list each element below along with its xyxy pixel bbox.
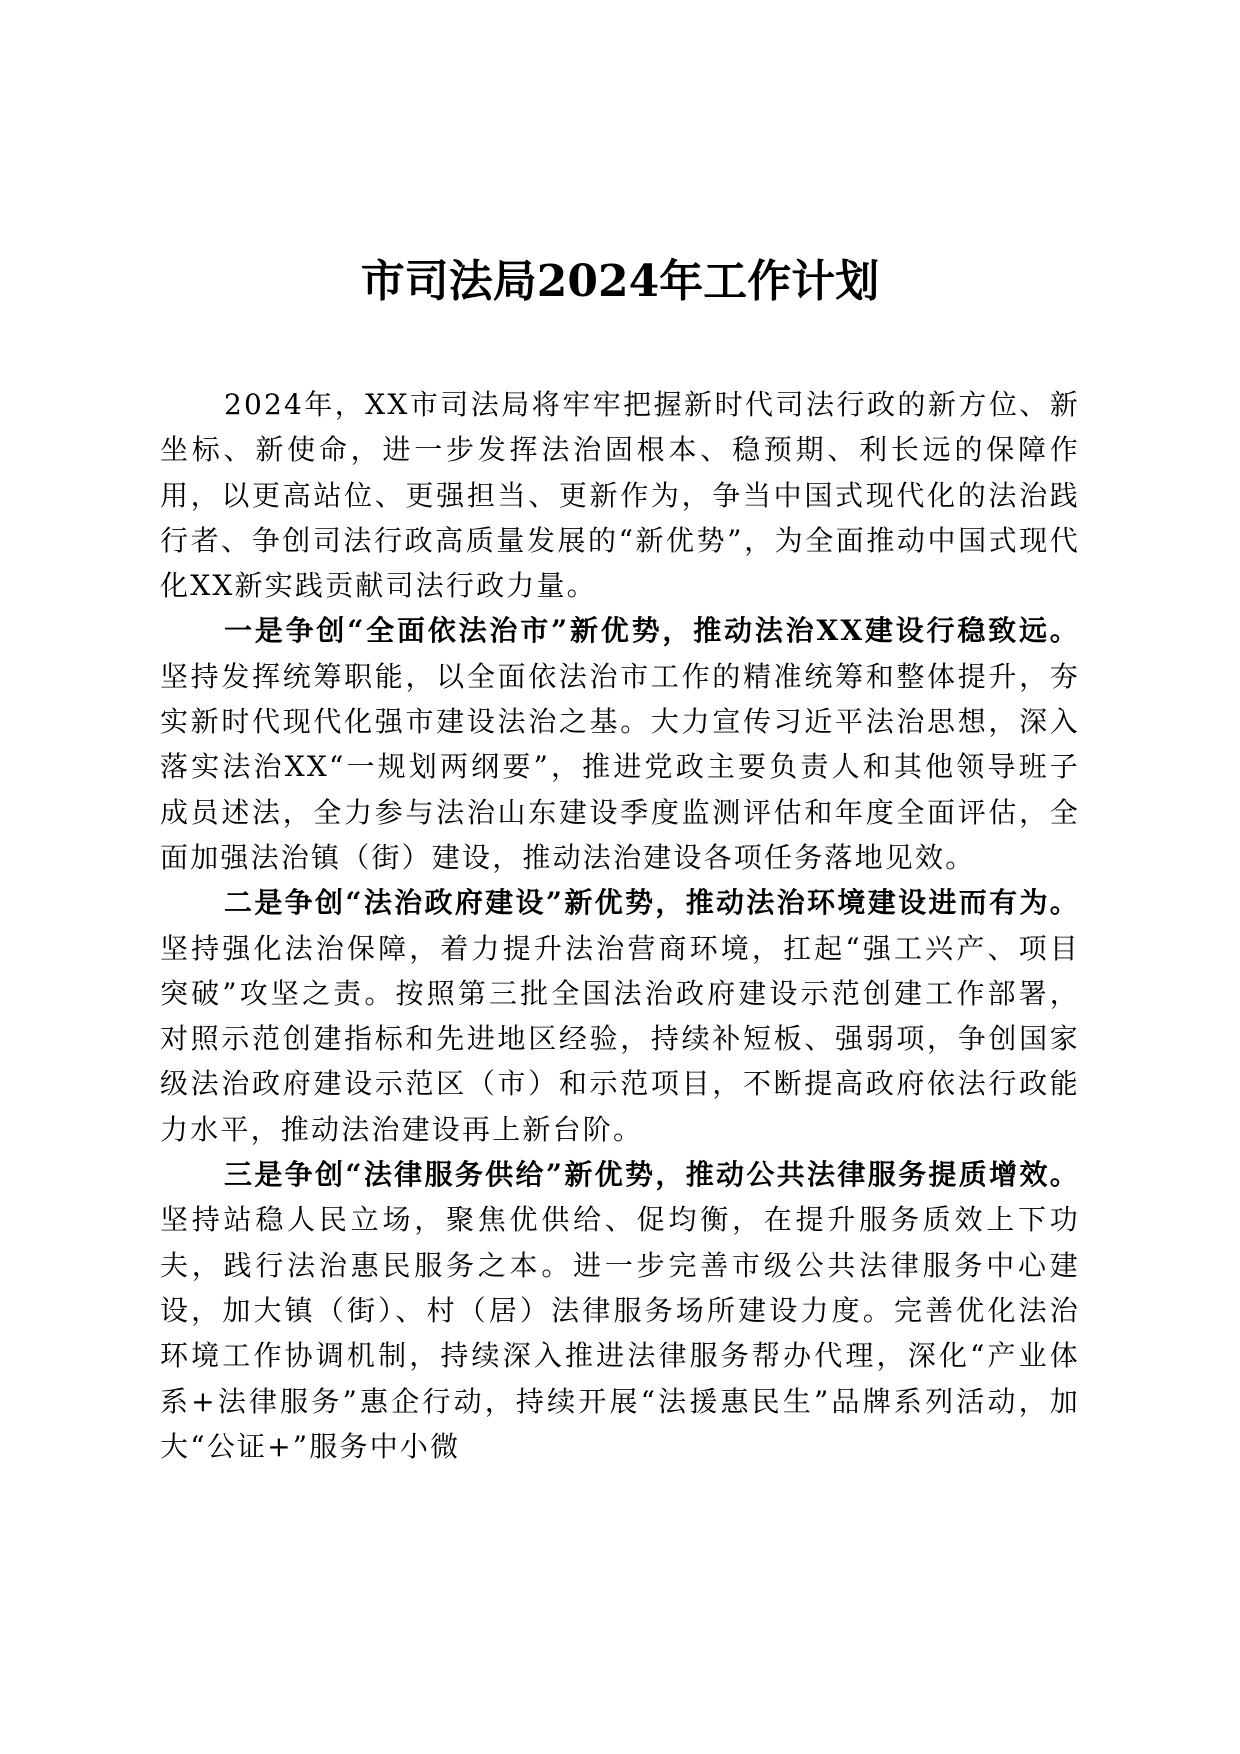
- section-heading-2: 二是争创“法治政府建设”新优势，推动法治环境建设进而有为。: [224, 886, 1080, 920]
- section-heading-1: 一是争创“全面依法治市”新优势，推动法治XX建设行稳致远。: [224, 614, 1080, 648]
- section-paragraph-3: [160, 1152, 1080, 1469]
- intro-paragraph: 2024年，XX市司法局将牢牢把握新时代司法行政的新方位、新坐标、新使命，进一步发挥法治固根本、稳预期、利长远的保障作用，以更高站位、更强担当、更新作为，争当中国式现代化的法治践行者、争创司法行政高质量发展的“新优势”，为全面推动中国式现代化XX新实践贡献司法行政力量。: [160, 388, 1080, 603]
- section-text-2: 坚持强化法治保障，着力提升法治营商环境，扛起“强工兴产、项目突破”攻坚之责。按照第三批全国法治政府建设示范创建工作部署，对照示范创建指标和先进地区经验，持续补短板、强弱项，争创国家级法治政府建设示范区（市）和示范项目，不断提高政府依法行政能力水平，推动法治建设再上新台阶。: [160, 931, 1080, 1146]
- section-text-1: 坚持发挥统筹职能，以全面依法治市工作的精准统筹和整体提升，夯实新时代现代化强市建设法治之基。大力宣传习近平法治思想，深入落实法治XX“一规划两纲要”，推进党政主要负责人和其他领导班子成员述法，全力参与法治山东建设季度监测评估和年度全面评估，全面加强法治镇（街）建设，推动法治建设各项任务落地见效。: [160, 659, 1080, 874]
- section-text-3: 坚持站稳人民立场，聚焦优供给、促均衡，在提升服务质效上下功夫，践行法治惠民服务之本。进一步完善市级公共法律服务中心建设，加大镇（街）、村（居）法律服务场所建设力度。完善优化法治环境工作协调机制，持续深入推进法律服务帮办代理，深化“产业体系+法律服务”惠企行动，持续开展“法援惠民生”品牌系列活动，加大“公证+”服务中小微: [160, 1203, 1080, 1463]
- document-body: [160, 382, 1080, 1469]
- section-heading-3: 三是争创“法律服务供给”新优势，推动公共法律服务提质增效。: [224, 1158, 1080, 1192]
- section-paragraph-1: [160, 608, 1080, 880]
- document-title: 市司法局2024年工作计划: [360, 256, 880, 307]
- section-paragraph-2: [160, 880, 1080, 1152]
